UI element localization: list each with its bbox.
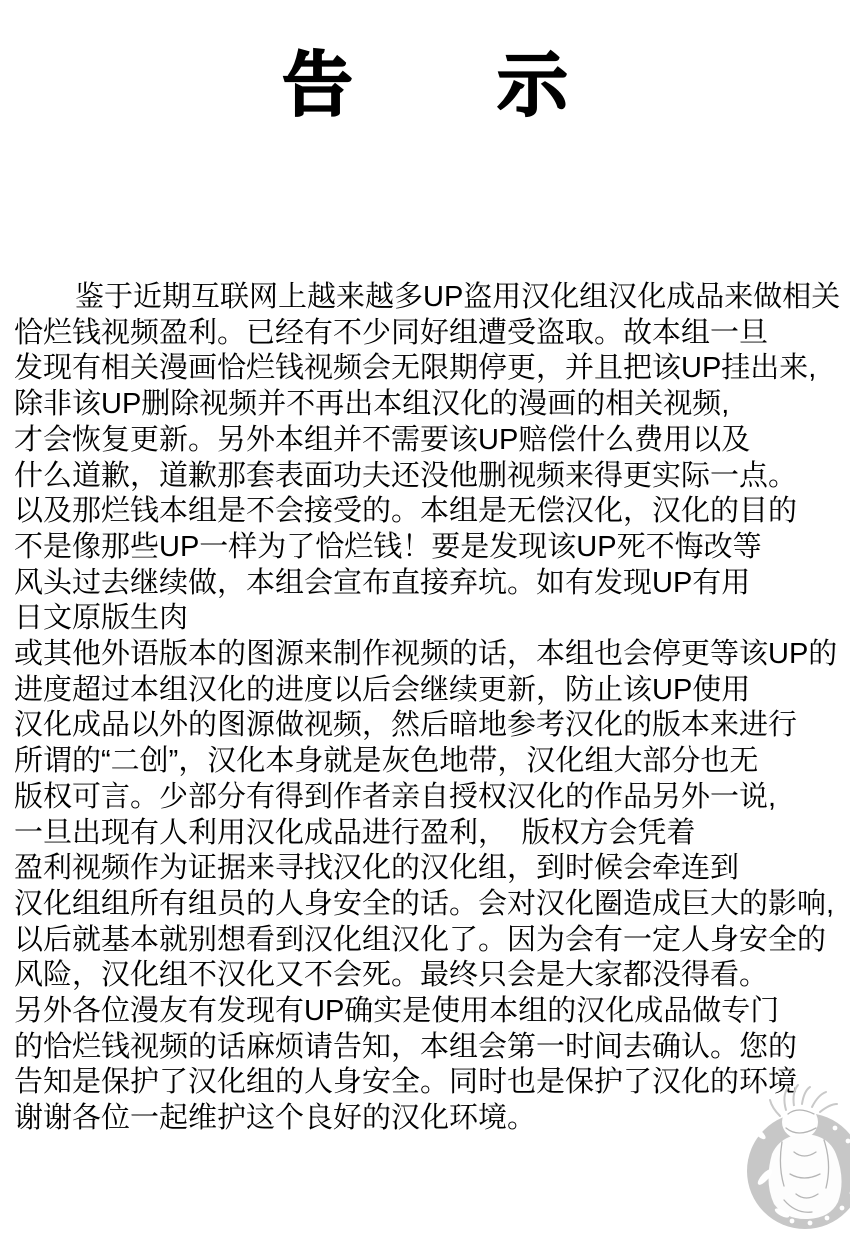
notice-line: 进度超过本组汉化的进度以后会继续更新，防止该UP使用 [14,673,842,709]
title-char-1: 告 [283,50,353,120]
notice-body [14,280,842,1137]
notice-line: 以及那烂钱本组是不会接受的。本组是无偿汉化，汉化的目的 [14,494,842,530]
notice-line: 鉴于近期互联网上越来越多UP盗用汉化组汉化成品来做相关 [14,280,842,316]
notice-line: 以后就基本就别想看到汉化组汉化了。因为会有一定人身安全的 [14,923,842,959]
notice-line: 风头过去继续做，本组会宣布直接弃坑。如有发现UP有用 [14,566,842,602]
notice-line: 日文原版生肉 [14,601,842,637]
notice-line: 或其他外语版本的图源来制作视频的话，本组也会停更等该UP的 [14,637,842,673]
notice-line: 的恰烂钱视频的话麻烦请告知，本组会第一时间去确认。您的 [14,1030,842,1066]
notice-line: 谢谢各位一起维护这个良好的汉化环境。 [14,1101,842,1137]
notice-line: 所谓的“二创”，汉化本身就是灰色地带，汉化组大部分也无 [14,744,842,780]
notice-line: 版权可言。少部分有得到作者亲自授权汉化的作品另外一说, [14,780,842,816]
notice-line: 才会恢复更新。另外本组并不需要该UP赔偿什么费用以及 [14,423,842,459]
notice-line: 一旦出现有人利用汉化成品进行盈利， 版权方会凭着 [14,816,842,852]
watermark-ring-text-dots [790,1126,850,1226]
notice-line: 恰烂钱视频盈利。已经有不少同好组遭受盗取。故本组一旦 [14,316,842,352]
page-title [0,50,850,120]
notice-line: 告知是保护了汉化组的人身安全。同时也是保护了汉化的环境 [14,1065,842,1101]
title-char-2: 示 [498,50,568,120]
notice-line: 另外各位漫友有发现有UP确实是使用本组的汉化成品做专门 [14,994,842,1030]
notice-line: 什么道歉，道歉那套表面功夫还没他删视频来得更实际一点。 [14,459,842,495]
notice-line: 汉化成品以外的图源做视频，然后暗地参考汉化的版本来进行 [14,708,842,744]
notice-line: 发现有相关漫画恰烂钱视频会无限期停更，并且把该UP挂出来, [14,351,842,387]
watermark-leaf-marks [753,1127,791,1219]
notice-line: 汉化组组所有组员的人身安全的话。会对汉化圈造成巨大的影响, [14,887,842,923]
notice-line: 不是像那些UP一样为了恰烂钱！要是发现该UP死不悔改等 [14,530,842,566]
notice-line: 风险，汉化组不汉化又不会死。最终只会是大家都没得看。 [14,958,842,994]
notice-line: 除非该UP删除视频并不再出本组汉化的漫画的相关视频, [14,387,842,423]
notice-line: 盈利视频作为证据来寻找汉化的汉化组，到时候会牵连到 [14,851,842,887]
